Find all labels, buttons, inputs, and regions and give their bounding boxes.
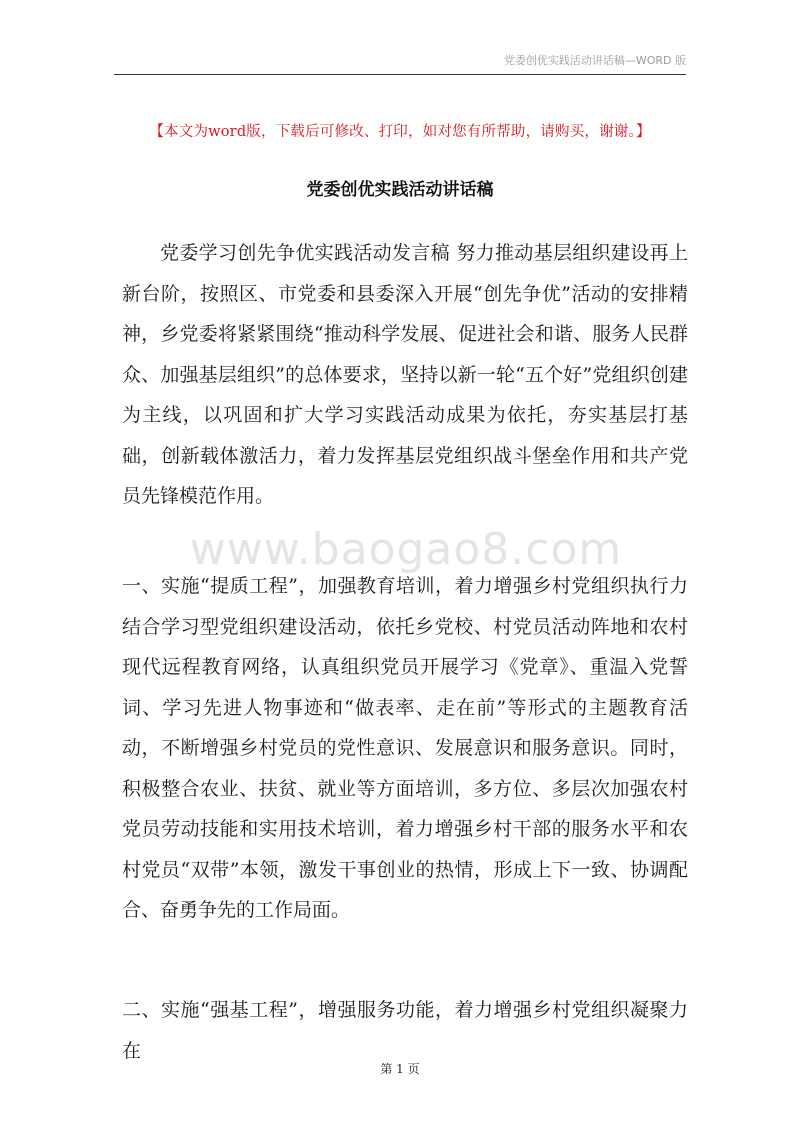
- page-number: 第 1 页: [380, 1062, 420, 1076]
- purchase-notice: 【本文为word版，下载后可修改、打印，如对您有所帮助，请购买，谢谢。】: [149, 124, 651, 140]
- header-rule: [114, 74, 686, 75]
- running-header: 党委创优实践活动讲话稿—WORD 版: [503, 54, 686, 67]
- watermark-text: www.baogao8.com: [189, 524, 623, 575]
- paragraph-section-two: 二、实施“强基工程”，增强服务功能，着力增强乡村党组织凝聚力在: [122, 999, 688, 1062]
- paragraph-intro: 党委学习创先争优实践活动发言稿 努力推动基层组织建设再上新台阶，按照区、市党委和县委深入开展“创先争优”活动的安排精神，乡党委将紧紧围绕“推动科学发展、促进社会和谐、服务人民群众、加强基层组织”的总体要求，坚持以新一轮“五个好”党组织创建为主线，以巩固和扩大学习实践活动成果为依托，夯实基层打基础，创新载体激活力，着力发挥基层党组织战斗堡垒作用和共产党员先锋模范作用。: [122, 242, 688, 507]
- paragraph-section-one: 一、实施“提质工程”，加强教育培训，着力增强乡村党组织执行力结合学习型党组织建设活动，依托乡党校、村党员活动阵地和农村现代远程教育网络，认真组织党员开展学习《党章》、重温入党誓词、学习先进人物事迹和“做表率、走在前”等形式的主题教育活动，不断增强乡村党员的党性意识、发展意识和服务意识。同时，积极整合农业、扶贫、就业等方面培训，多方位、多层次加强农村党员劳动技能和实用技术培训，着力增强乡村干部的服务水平和农村党员“双带”本领，激发干事创业的热情，形成上下一致、协调配合、奋勇争先的工作局面。: [122, 575, 688, 921]
- document-title: 党委创优实践活动讲话稿: [306, 180, 494, 200]
